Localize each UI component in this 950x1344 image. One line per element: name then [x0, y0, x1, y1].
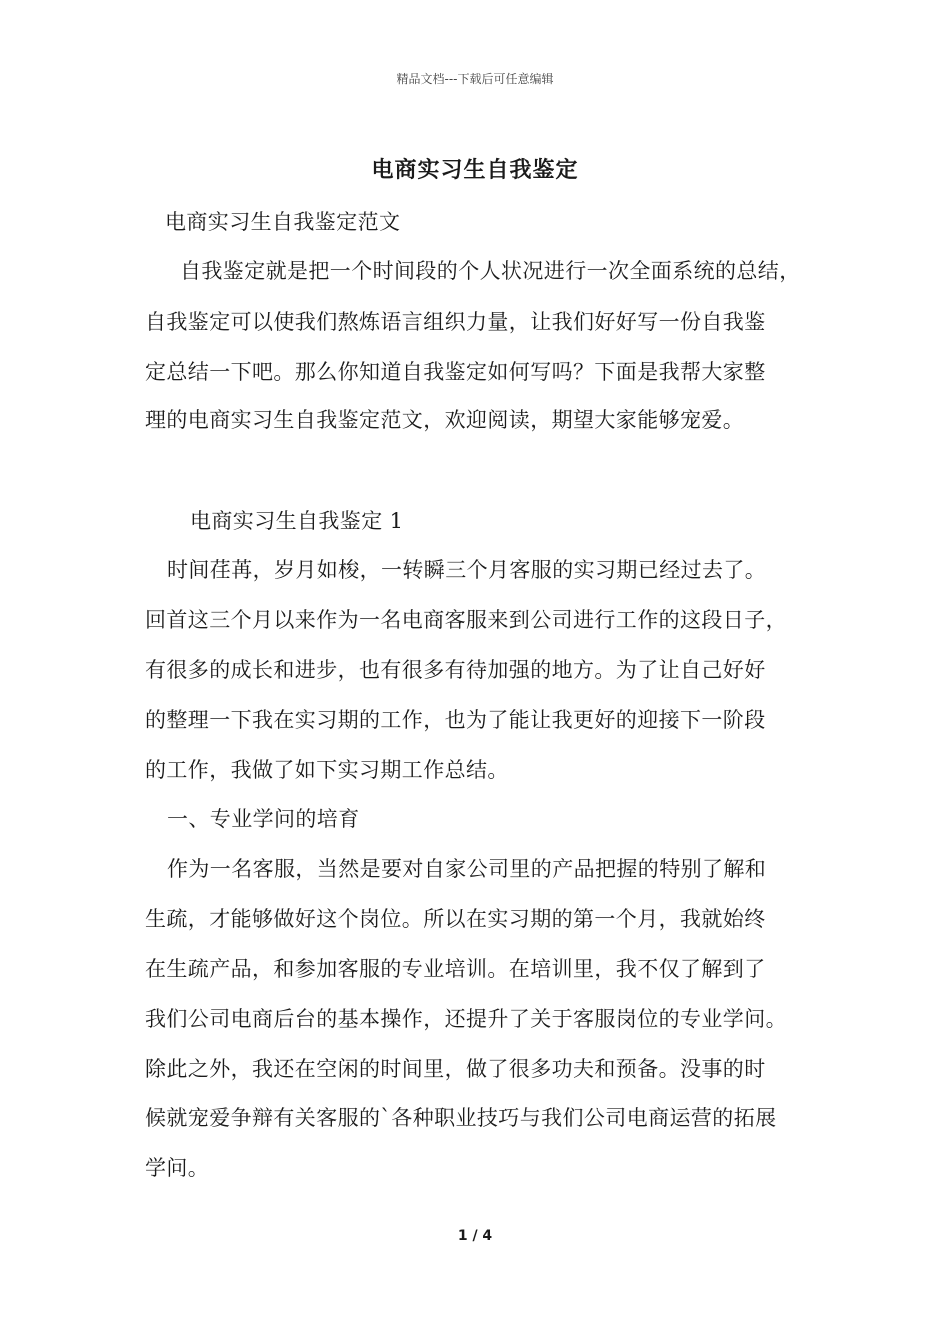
paragraph-line: 学问。 — [145, 1156, 210, 1180]
paragraph-line: 除此之外，我还在空闲的时间里，做了很多功夫和预备。没事的时 — [145, 1057, 766, 1081]
document-title: 电商实习生自我鉴定 — [371, 157, 579, 183]
page-number: 1 / 4 — [457, 1228, 493, 1244]
subsection-heading: 一、专业学问的培育 — [167, 807, 360, 831]
section-heading: 电商实习生自我鉴定 1 — [190, 509, 404, 533]
header-note: 精品文档---下载后可任意编辑 — [396, 72, 554, 86]
paragraph-line: 定总结一下吧。那么你知道自我鉴定如何写吗？下面是我帮大家整 — [145, 360, 766, 384]
paragraph-line: 作为一名客服，当然是要对自家公司里的产品把握的特别了解和 — [167, 857, 767, 881]
paragraph-line: 自我鉴定可以使我们熬炼语言组织力量，让我们好好写一份自我鉴 — [145, 310, 766, 334]
paragraph-line: 自我鉴定就是把一个时间段的个人状况进行一次全面系统的总结， — [180, 259, 801, 283]
subtitle-line: 电商实习生自我鉴定范文 — [165, 210, 401, 234]
paragraph-line: 生疏，才能够做好这个岗位。所以在实习期的第一个月，我就始终 — [145, 907, 766, 931]
paragraph-line: 的整理一下我在实习期的工作，也为了能让我更好的迎接下一阶段 — [145, 708, 766, 732]
paragraph-line: 的工作，我做了如下实习期工作总结。 — [145, 758, 509, 782]
paragraph-line: 时间荏苒，岁月如梭，一转瞬三个月客服的实习期已经过去了。 — [167, 558, 767, 582]
paragraph-line: 我们公司电商后台的基本操作，还提升了关于客服岗位的专业学问。 — [145, 1007, 787, 1031]
paragraph-line: 有很多的成长和进步，也有很多有待加强的地方。为了让自己好好 — [145, 658, 766, 682]
paragraph-line: 在生疏产品，和参加客服的专业培训。在培训里，我不仅了解到了 — [145, 957, 766, 981]
paragraph-line: 回首这三个月以来作为一名电商客服来到公司进行工作的这段日子， — [145, 608, 787, 632]
paragraph-line: 理的电商实习生自我鉴定范文，欢迎阅读，期望大家能够宠爱。 — [145, 408, 745, 432]
paragraph-line: 候就宠爱争辩有关客服的`各种职业技巧与我们公司电商运营的拓展 — [145, 1106, 777, 1130]
